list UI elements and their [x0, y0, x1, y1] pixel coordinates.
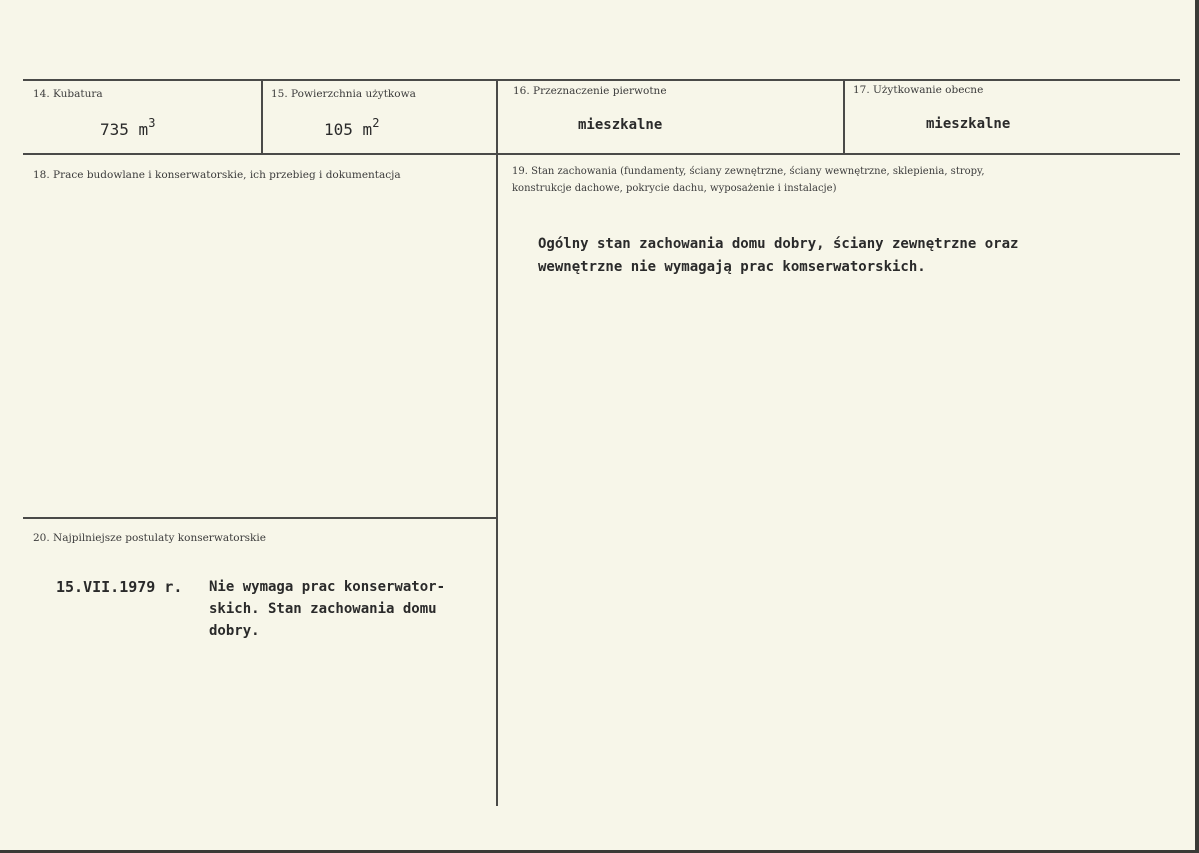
- field-20-text-line3: dobry.: [209, 623, 260, 639]
- field-20-date: 15.VII.1979 r.: [56, 578, 183, 596]
- field-16-value: mieszkalne: [578, 117, 663, 133]
- field-19-label-line1: 19. Stan zachowania (fundamenty, ściany zewnętrzne, ściany wewnętrzne, sklepienia, stropy,: [512, 166, 985, 177]
- divider-main: [496, 79, 498, 806]
- field-15-unit: $m^2$: [362, 116, 380, 139]
- mid-rule: [23, 153, 1180, 155]
- field-17-label: 17. Użytkowanie obecne: [853, 84, 984, 96]
- card-right-edge: [1195, 0, 1199, 853]
- field-14-value: [100, 116, 155, 139]
- field-16-label: 16. Przeznaczenie pierwotne: [513, 85, 667, 97]
- field-19-text-line2: wewnętrzne nie wymagają prac komserwatorskich.: [538, 259, 926, 275]
- section-20-rule: [23, 517, 496, 519]
- field-14-exponent: 3: [148, 116, 156, 130]
- field-14-number: 735: [100, 120, 129, 139]
- field-20-text-line2: skich. Stan zachowania domu: [209, 601, 437, 617]
- field-20-text-line1: Nie wymaga prac konserwator-: [209, 579, 446, 595]
- top-rule: [23, 79, 1180, 81]
- field-20-label: 20. Najpilniejsze postulaty konserwatorskie: [33, 532, 266, 544]
- field-14-label: 14. Kubatura: [33, 88, 103, 100]
- field-17-value: mieszkalne: [926, 116, 1011, 132]
- field-15-value: [324, 116, 379, 139]
- field-15-label: 15. Powierzchnia użytkowa: [271, 88, 416, 100]
- field-15-number: 105: [324, 120, 353, 139]
- divider-16-17: [843, 79, 845, 155]
- divider-14-15: [261, 79, 263, 155]
- field-15-exponent: 2: [372, 116, 380, 130]
- field-19-text-line1: Ogólny stan zachowania domu dobry, ściany zewnętrzne oraz: [538, 236, 1019, 252]
- field-14-unit: $m^3$: [138, 116, 156, 139]
- field-19-label-line2: konstrukcje dachowe, pokrycie dachu, wyposażenie i instalacje): [512, 183, 837, 194]
- field-18-label: 18. Prace budowlane i konserwatorskie, ich przebieg i dokumentacja: [33, 169, 401, 181]
